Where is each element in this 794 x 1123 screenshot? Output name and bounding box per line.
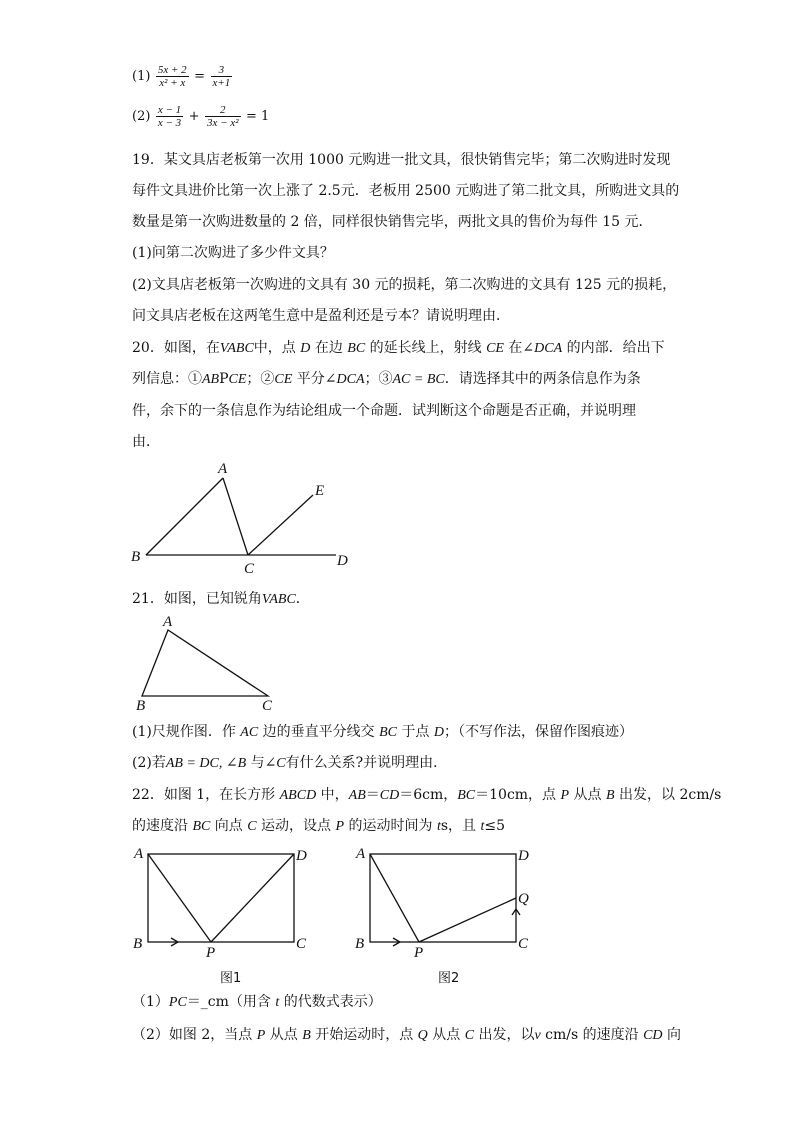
q22-math: ABCD <box>279 788 317 803</box>
q20-line-2 <box>132 370 641 389</box>
q22-text: 的运动时间为 <box>344 818 437 834</box>
q20-line-4: 由． <box>132 434 160 450</box>
q22-text: 出发，以 2cm/s <box>614 787 722 803</box>
q20-math: CE <box>228 372 247 387</box>
q21-math: D <box>433 725 444 740</box>
q18-p2-plus: + <box>188 108 200 124</box>
q18-p2-f2-den: 3x − x² <box>207 117 239 129</box>
q22-text: 运动，设点 <box>256 818 336 834</box>
segment-ap <box>148 854 211 942</box>
q20-text: ．请选择其中的两条信息作为条 <box>444 371 641 387</box>
label-c: C <box>518 936 529 952</box>
q18-p1-eq: = <box>194 68 206 84</box>
q22-text: s，且 <box>440 818 481 834</box>
q22-text: cm/s 的速度沿 <box>540 1027 644 1043</box>
rectangle-abcd <box>148 854 294 942</box>
q20-line-3: 件，余下的一条信息作为结论组成一个命题．试判断这个命题是否正确，并说明理 <box>132 403 636 419</box>
q21-math: AC <box>240 725 259 740</box>
q22-text: ＝ <box>365 787 380 803</box>
q22-math: C <box>247 819 257 834</box>
q20-text: 的延长线上，射线 <box>365 340 487 356</box>
q20-math: ∠DCA <box>324 372 365 387</box>
q21-text: 与 <box>246 755 265 771</box>
q19-line-5: (2)文具店老板第一次购进的文具有 30 元的损耗，第二次购进的文具有 125 元的损耗， <box>132 277 677 293</box>
label-c: C <box>296 936 307 952</box>
q22-figure-2 <box>350 842 550 990</box>
q21-text: 于点 <box>396 724 434 740</box>
triangle-abc <box>142 630 268 696</box>
label-d: D <box>337 553 348 569</box>
q18-p1-lhs-den: x² + x <box>159 77 186 89</box>
segment-ac <box>223 478 248 555</box>
segment-pd <box>211 854 294 942</box>
q20-text: 平分 <box>292 371 325 387</box>
label-e: E <box>315 483 325 499</box>
q22-math: v <box>534 1028 541 1043</box>
q20-math: VABC <box>219 341 254 356</box>
label-q: Q <box>518 891 529 907</box>
segment-ab <box>146 478 223 555</box>
q22-text: 的代数式表示） <box>279 994 382 1010</box>
q22-text: （2）如图 2，当点 <box>132 1027 257 1043</box>
q22-text: 出发，以 <box>474 1027 535 1043</box>
q22-math: P <box>335 819 345 834</box>
q21-math: AB = DC, ∠B <box>165 756 247 771</box>
q22-math: BC <box>457 788 476 803</box>
q21-text: 有什么关系?并说明理由． <box>285 755 448 771</box>
ray-ce <box>248 495 313 555</box>
label-b: B <box>133 936 143 952</box>
q22-math: t <box>275 995 280 1010</box>
q22-figure-1 <box>128 842 328 990</box>
q22-math: P <box>256 1028 266 1043</box>
q21-text: (1)尺规作图．作 <box>132 724 241 740</box>
q20-text: 20．如图，在 <box>132 340 220 356</box>
q21-line-3 <box>132 754 447 773</box>
q22-line-2 <box>132 817 505 836</box>
q20-text: ；③ <box>364 371 393 387</box>
q18-p1-rhs-num: 3 <box>211 64 233 77</box>
q22-text: 向点 <box>210 818 248 834</box>
q22-math: PC <box>168 995 187 1010</box>
q22-text: 向 <box>662 1027 681 1043</box>
q21-line-2 <box>132 723 633 742</box>
q22-text: （1） <box>132 994 169 1010</box>
q20-math: CE <box>486 341 504 356</box>
q18-p2-fraction-2 <box>205 104 241 129</box>
q21-text: ；（不写作法，保留作图痕迹） <box>444 724 633 740</box>
q19-line-4: (1)问第二次购进了多少件文具？ <box>132 245 334 261</box>
figure-2-caption: 图2 <box>438 971 460 986</box>
label-a: A <box>163 614 173 630</box>
q22-text: 开始运动时，点 <box>310 1027 418 1043</box>
q22-text: 从点 <box>427 1027 465 1043</box>
q21-math: VABC <box>261 592 296 607</box>
q22-math: Q <box>417 1028 428 1043</box>
segment-pq <box>419 898 516 942</box>
q22-text: ＝6cm， <box>399 787 458 803</box>
q19-line-2: 每件文具进价比第一次上涨了 2.5元．老板用 2500 元购进了第二批文具，所购进文具的 <box>132 183 680 199</box>
q22-math: B <box>605 788 615 803</box>
q20-line-1 <box>132 339 665 358</box>
q21-figure <box>130 610 290 714</box>
q20-text: 在 <box>503 340 523 356</box>
q18-p1-rhs-den: x+1 <box>212 77 231 89</box>
q22-math: t <box>480 819 485 834</box>
label-b: B <box>131 549 141 565</box>
label-a: A <box>356 846 366 862</box>
q21-text: 边的垂直平分线交 <box>258 724 380 740</box>
q18-p2-fraction-1 <box>156 104 183 129</box>
q22-line-3 <box>132 993 382 1012</box>
q22-math: t <box>436 819 441 834</box>
q22-math: AB <box>348 788 366 803</box>
q22-math: P <box>560 788 570 803</box>
q21-text: ． <box>295 591 310 607</box>
q22-math: B <box>302 1028 311 1043</box>
q20-figure <box>130 455 360 575</box>
q18-p1-rhs-fraction <box>211 64 233 89</box>
label-a: A <box>218 461 228 477</box>
q22-line-4 <box>132 1026 681 1045</box>
label-a: A <box>134 846 144 862</box>
q22-text: 从点 <box>265 1027 303 1043</box>
q18-p2-eq: = 1 <box>245 108 270 124</box>
q22-math: BC <box>192 819 211 834</box>
segment-ap <box>370 854 419 942</box>
q20-math: AB <box>202 372 220 387</box>
q21-text: 21．如图，已知锐角 <box>132 591 262 607</box>
label-d: D <box>518 848 529 864</box>
q19-line-3: 数量是第一次购进数量的 2 倍，同样很快销售完毕，两批文具的售价为每件 15 元． <box>132 214 653 230</box>
q22-text: 22．如图 1，在长方形 <box>132 787 280 803</box>
label-c: C <box>244 561 255 577</box>
q18-p1-lhs-num: 5x + 2 <box>157 64 187 76</box>
q18-equation-2 <box>132 104 269 134</box>
q22-text: 中， <box>316 787 349 803</box>
q21-line-1 <box>132 590 310 609</box>
rectangle-abcd <box>370 854 516 942</box>
q20-math: D <box>300 341 311 356</box>
q20-text: 的内部．给出下 <box>562 340 665 356</box>
q18-p1-label: (1) <box>132 68 151 84</box>
q20-math: AC = BC <box>392 372 445 387</box>
label-p: P <box>206 945 216 961</box>
label-d: D <box>296 848 307 864</box>
q22-line-1 <box>132 786 721 805</box>
q20-math: CE <box>274 372 293 387</box>
q20-text: 列信息：① <box>132 371 202 387</box>
q20-text: 在边 <box>310 340 348 356</box>
q22-text: ＝10cm，点 <box>475 787 561 803</box>
q18-p2-f1-den: x − 3 <box>157 117 182 129</box>
q21-math: BC <box>379 725 397 740</box>
q18-p2-f1-num: x − 1 <box>157 104 182 116</box>
q20-text: 中，点 <box>253 340 301 356</box>
label-c: C <box>262 698 273 714</box>
q19-line-6: 问文具店老板在这两笔生意中是盈利还是亏本？请说明理由． <box>132 308 510 324</box>
q22-math: CD <box>379 788 400 803</box>
q18-p1-lhs-fraction <box>156 64 189 89</box>
q21-math: ∠C <box>264 756 286 771</box>
q22-math: CD <box>643 1028 663 1043</box>
q22-text: 的速度沿 <box>132 818 193 834</box>
label-p: P <box>414 945 424 961</box>
parallel-symbol: P <box>219 371 229 387</box>
q22-math: C <box>464 1028 475 1043</box>
q22-text: ＝_cm（用含 <box>186 994 276 1010</box>
label-b: B <box>355 936 365 952</box>
q22-text: 从点 <box>569 787 606 803</box>
q20-math: BC <box>347 341 366 356</box>
label-b: B <box>136 698 146 714</box>
q18-p2-label: (2) <box>132 108 151 124</box>
q22-text: ≤5 <box>484 818 506 834</box>
q19-line-1: 19．某文具店老板第一次用 1000 元购进一批文具，很快销售完毕；第二次购进时发现 <box>132 152 671 168</box>
q18-p2-f2-num: 2 <box>205 104 241 117</box>
q18-equation-1 <box>132 64 233 94</box>
q21-text: (2)若 <box>132 755 166 771</box>
figure-1-caption: 图1 <box>220 971 242 986</box>
q20-text: ；② <box>246 371 275 387</box>
q20-math: ∠DCA <box>522 341 563 356</box>
